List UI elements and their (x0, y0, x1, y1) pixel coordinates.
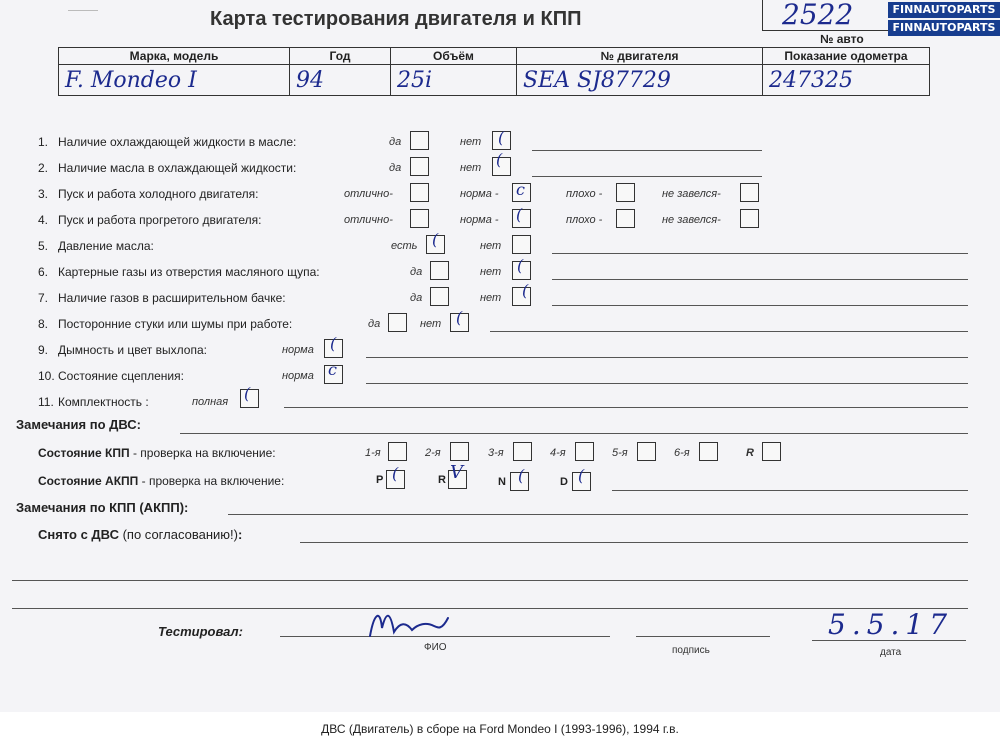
kpp-row-label (38, 446, 276, 460)
row-6-da: да (410, 266, 423, 278)
value-odometer: 247325 (763, 65, 930, 96)
removed-note: (по согласованию!) (122, 527, 238, 542)
row-4-num: 4. (38, 213, 49, 227)
value-engine-number: SEA SJ87729 (517, 65, 763, 96)
row-2-label: Наличие масла в охлаждающей жидкости: (58, 161, 297, 175)
row-11-label: Комплектность : (58, 395, 149, 409)
row-1-notes-line (532, 150, 762, 151)
row-7-notes-line (552, 305, 968, 306)
row-4-otlichno-checkbox[interactable] (410, 209, 429, 228)
kpp-notes-line (228, 514, 968, 515)
row-3-ne-zavelsya: не завелся- (662, 188, 721, 200)
row-2-da-checkbox[interactable] (410, 157, 429, 176)
value-year: 94 (290, 65, 391, 96)
row-6-da-checkbox[interactable] (430, 261, 449, 280)
removed-heading (38, 527, 242, 542)
gear-r-checkbox[interactable] (762, 442, 781, 461)
row-8-net: нет (420, 318, 442, 330)
signature-line (636, 636, 770, 637)
row-4-ploho: плохо - (566, 214, 603, 226)
col-volume: Объём (391, 48, 517, 65)
auto-gear-p-checkmark: ( (392, 464, 399, 483)
row-11-polnaya: полная (192, 396, 229, 408)
row-10-label: Состояние сцепления: (58, 369, 184, 383)
row-1-num: 1. (38, 135, 49, 149)
row-4-checkmark: ( (516, 205, 523, 224)
row-1-label: Наличие охлаждающей жидкости в масле: (58, 135, 297, 149)
row-5-notes-line (552, 253, 968, 254)
col-year: Год (290, 48, 391, 65)
row-8-checkmark: ( (456, 308, 463, 327)
header-labels-row (59, 48, 930, 65)
akpp-state-label: Состояние АКПП (38, 474, 139, 488)
row-6-net: нет (480, 266, 502, 278)
row-10-num: 10. (38, 369, 55, 383)
gear-1-label: 1-я (365, 447, 381, 459)
row-2-da: да (389, 162, 402, 174)
row-7-label: Наличие газов в расширительном бачке: (58, 291, 286, 305)
row-7-da: да (410, 292, 423, 304)
row-7-checkmark: ( (522, 281, 529, 300)
row-7-net: нет (480, 292, 502, 304)
gear-5-label: 5-я (612, 447, 628, 459)
row-2-net: нет (460, 162, 482, 174)
row-4-norma: норма - (460, 214, 499, 226)
dvs-notes-line (180, 433, 968, 434)
vehicle-header-table (58, 47, 930, 96)
row-3-ne-zavelsya-checkbox[interactable] (740, 183, 759, 202)
brand-watermark-1: FINNAUTOPARTS (888, 2, 1000, 18)
row-5-net-checkbox[interactable] (512, 235, 531, 254)
kpp-notes-heading: Замечания по КПП (АКПП): (16, 500, 189, 515)
row-8-label: Посторонние стуки или шумы при работе: (58, 317, 293, 331)
gear-2-checkbox[interactable] (450, 442, 469, 461)
auto-gear-d-label: D (560, 476, 568, 488)
gear-5-checkbox[interactable] (637, 442, 656, 461)
row-3-label: Пуск и работа холодного двигателя: (58, 187, 259, 201)
auto-gear-n-label: N (498, 476, 506, 488)
row-5-label: Давление масла: (58, 239, 154, 253)
row-4-label: Пуск и работа прогретого двигателя: (58, 213, 262, 227)
brand-watermark-2: FINNAUTOPARTS (888, 20, 1000, 36)
removed-line-2 (12, 580, 968, 581)
auto-number-label: № авто (820, 32, 864, 46)
row-10-norma: норма (282, 370, 314, 382)
gear-2-label: 2-я (425, 447, 441, 459)
row-3-checkmark: c (516, 180, 525, 199)
row-3-otlichno: отлично- (344, 188, 393, 200)
removed-label: Снято с ДВС (38, 527, 119, 542)
gear-3-checkbox[interactable] (513, 442, 532, 461)
row-3-num: 3. (38, 187, 49, 201)
row-4-ploho-checkbox[interactable] (616, 209, 635, 228)
row-1-da: да (389, 136, 402, 148)
date-value: 5.5.17 (828, 608, 954, 641)
col-engine-number: № двигателя (517, 48, 763, 65)
row-4-otlichno: отлично- (344, 214, 393, 226)
removed-colon: : (237, 527, 243, 542)
row-2-num: 2. (38, 161, 49, 175)
auto-gear-p-label: P (376, 474, 384, 486)
auto-gear-d-checkmark: ( (578, 466, 585, 485)
row-8-notes-line (490, 331, 968, 332)
gear-4-label: 4-я (550, 447, 566, 459)
row-6-num: 6. (38, 265, 49, 279)
col-make-model: Марка, модель (59, 48, 290, 65)
col-odometer: Показание одометра (763, 48, 930, 65)
row-3-otlichno-checkbox[interactable] (410, 183, 429, 202)
row-7-da-checkbox[interactable] (430, 287, 449, 306)
row-8-da: да (368, 318, 381, 330)
auto-number-value: 2522 (782, 0, 854, 31)
row-2-checkmark: ( (496, 150, 503, 169)
akpp-row-label (38, 474, 284, 488)
dvs-notes-heading: Замечания по ДВС: (16, 417, 141, 432)
row-10-checkmark: c (328, 360, 337, 379)
row-9-num: 9. (38, 343, 49, 357)
row-9-checkmark: ( (330, 334, 337, 353)
card-title: Карта тестирования двигателя и КПП (210, 8, 582, 30)
value-make-model: F. Mondeo I (59, 65, 290, 96)
row-3-norma: норма - (460, 188, 499, 200)
row-3-ploho-checkbox[interactable] (616, 183, 635, 202)
row-4-ne-zavelsya-checkbox[interactable] (740, 209, 759, 228)
gear-6-checkbox[interactable] (699, 442, 718, 461)
gear-4-checkbox[interactable] (575, 442, 594, 461)
row-6-label: Картерные газы из отверстия масляного щупа: (58, 265, 320, 279)
corner-mark (68, 10, 98, 19)
row-11-notes-line (284, 407, 968, 408)
row-1-checkmark: ( (498, 128, 505, 147)
fio-caption: ФИО (424, 642, 447, 653)
tester-signature-scribble (360, 604, 470, 644)
gear-6-label: 6-я (674, 447, 690, 459)
removed-line-1 (300, 542, 968, 543)
auto-gear-n-checkmark: ( (518, 466, 525, 485)
row-11-checkmark: ( (244, 384, 251, 403)
date-caption: дата (880, 647, 902, 658)
value-volume: 25i (391, 65, 517, 96)
row-8-da-checkbox[interactable] (388, 313, 407, 332)
row-9-notes-line (366, 357, 968, 358)
row-9-norma: норма (282, 344, 314, 356)
gear-3-label: 3-я (488, 447, 504, 459)
akpp-notes-line (612, 490, 968, 491)
kpp-check-label: - проверка на включение: (129, 446, 276, 460)
gear-1-checkbox[interactable] (388, 442, 407, 461)
row-5-num: 5. (38, 239, 49, 253)
akpp-check-label: - проверка на включение: (138, 474, 285, 488)
removed-line-3 (12, 608, 968, 609)
row-4-ne-zavelsya: не завелся- (662, 214, 721, 226)
header-values-row (59, 65, 930, 96)
gear-r-label: R (746, 447, 754, 459)
row-9-label: Дымность и цвет выхлопа: (58, 343, 207, 357)
row-3-ploho: плохо - (566, 188, 603, 200)
row-6-checkmark: ( (517, 256, 524, 275)
row-6-notes-line (552, 279, 968, 280)
row-8-num: 8. (38, 317, 49, 331)
signature-caption: подпись (672, 645, 710, 656)
tested-label: Тестировал: (158, 624, 243, 639)
row-5-checkmark: ( (432, 230, 439, 249)
row-7-num: 7. (38, 291, 49, 305)
row-5-net: нет (480, 240, 502, 252)
row-1-net: нет (460, 136, 482, 148)
row-5-est: есть (391, 240, 418, 252)
row-10-notes-line (366, 383, 968, 384)
kpp-state-label: Состояние КПП (38, 446, 130, 460)
photo-caption: ДВС (Двигатель) в сборе на Ford Mondeo I (1993-1996), 1994 г.в. (321, 722, 679, 736)
auto-gear-r-checkmark: V (450, 462, 463, 483)
row-11-num: 11. (38, 395, 54, 409)
row-2-notes-line (532, 176, 762, 177)
auto-gear-r-label: R (438, 474, 446, 486)
row-1-da-checkbox[interactable] (410, 131, 429, 150)
